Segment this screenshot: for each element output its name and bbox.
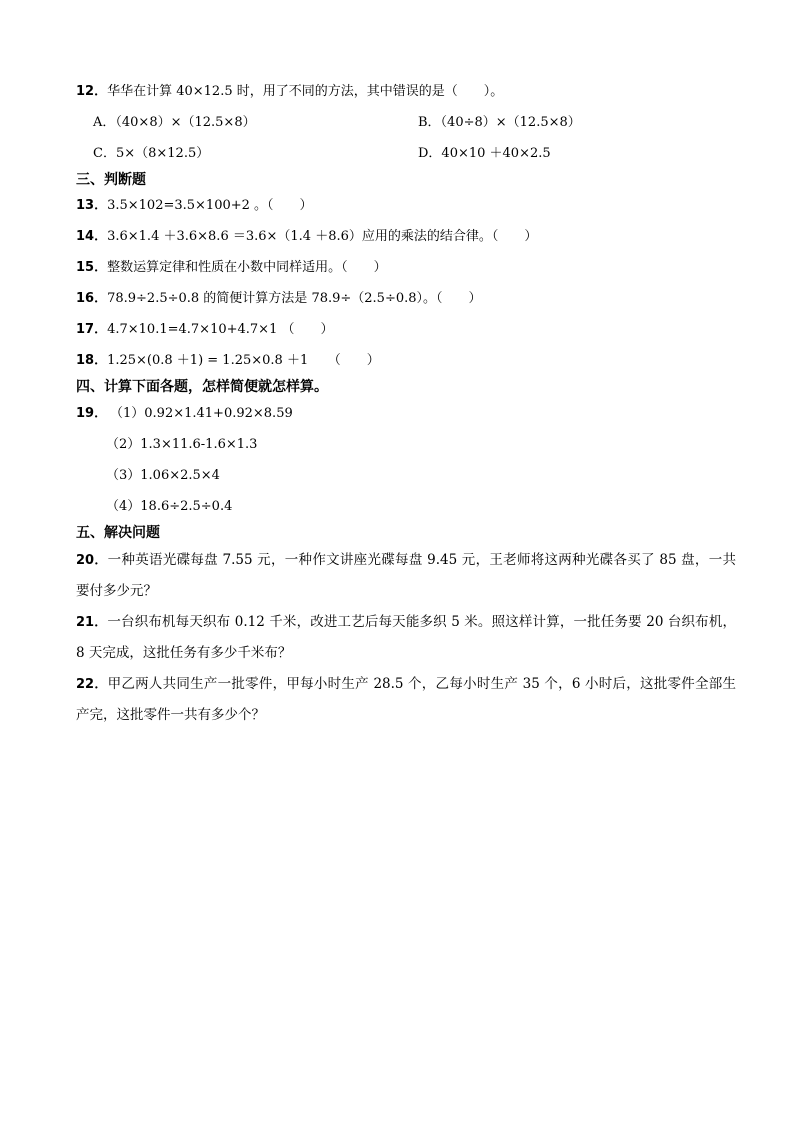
question-number: 13． <box>76 198 108 213</box>
option-b: B．（40÷8）×（12.5×8） <box>418 115 581 130</box>
question-20 <box>76 545 736 607</box>
question-text: 一台织布机每天织布 0.12 千米，改进工艺后每天能多织 5 米。照这样计算，一批任务要 20 台织布机，8 天完成，这批任务有多少千米布？ <box>76 614 736 661</box>
question-19 <box>76 405 107 423</box>
question-text: 华华在计算 40×12.5 时，用了不同的方法，其中错误的是（ ）。 <box>107 84 504 99</box>
question-text: 3.5×102=3.5×100+2 。（ ） <box>107 198 313 213</box>
question-text: 4.7×10.1=4.7×10+4.7×1 （ ） <box>107 322 334 337</box>
question-text: 3.6×1.4 ＋3.6×8.6 ＝3.6×（1.4 ＋8.6）应用的乘法的结合律。（ ） <box>107 229 538 244</box>
question-number: 19． <box>76 406 108 421</box>
question-text: 整数运算定律和性质在小数中同样适用。（ ） <box>107 260 387 275</box>
question-text: 一种英语光碟每盘 7.55 元，一种作文讲座光碟每盘 9.45 元，王老师将这两种光碟各买了 85 盘，一共要付多少元？ <box>76 552 737 599</box>
question-14 <box>76 228 537 246</box>
question-number: 17． <box>76 322 108 337</box>
question-number: 14． <box>76 229 108 244</box>
question-12 <box>76 83 503 101</box>
section-heading-calc: 四、计算下面各题，怎样简便就怎样算。 <box>76 379 328 395</box>
question-number: 21． <box>76 615 108 630</box>
question-18 <box>76 352 380 370</box>
option-d: D．40×10 ＋40×2.5 <box>418 146 551 161</box>
question-number: 16． <box>76 291 108 306</box>
option-a: A．（40×8）×（12.5×8） <box>93 115 256 130</box>
section-heading-judge: 三、判断题 <box>76 172 146 188</box>
question-13 <box>76 197 313 215</box>
question-21 <box>76 607 736 669</box>
sub-question-4: （4）18.6÷2.5÷0.4 <box>106 499 233 514</box>
question-text: 78.9÷2.5÷0.8 的简便计算方法是 78.9÷（2.5÷0.8）。（ ） <box>107 291 482 306</box>
sub-question-3: （3）1.06×2.5×4 <box>106 468 220 483</box>
question-17 <box>76 321 333 339</box>
question-number: 18． <box>76 353 108 368</box>
question-number: 20． <box>76 553 108 568</box>
question-number: 22． <box>76 677 108 692</box>
question-text: 甲乙两人共同生产一批零件，甲每小时生产 28.5 个，乙每小时生产 35 个，6 小时后，这批零件全部生产完，这批零件一共有多少个？ <box>76 676 737 723</box>
question-number: 15． <box>76 260 108 275</box>
question-text: 1.25×(0.8 ＋1) = 1.25×0.8 ＋1 （ ） <box>107 353 380 368</box>
sub-question-1: （1）0.92×1.41+0.92×8.59 <box>110 406 293 421</box>
option-c: C．5×（8×12.5） <box>93 146 210 161</box>
section-heading-solve: 五、解决问题 <box>76 525 160 541</box>
sub-question-2: （2）1.3×11.6-1.6×1.3 <box>106 437 258 452</box>
question-number: 12． <box>76 84 108 99</box>
question-16 <box>76 290 482 308</box>
question-15 <box>76 259 387 277</box>
question-22 <box>76 669 736 731</box>
